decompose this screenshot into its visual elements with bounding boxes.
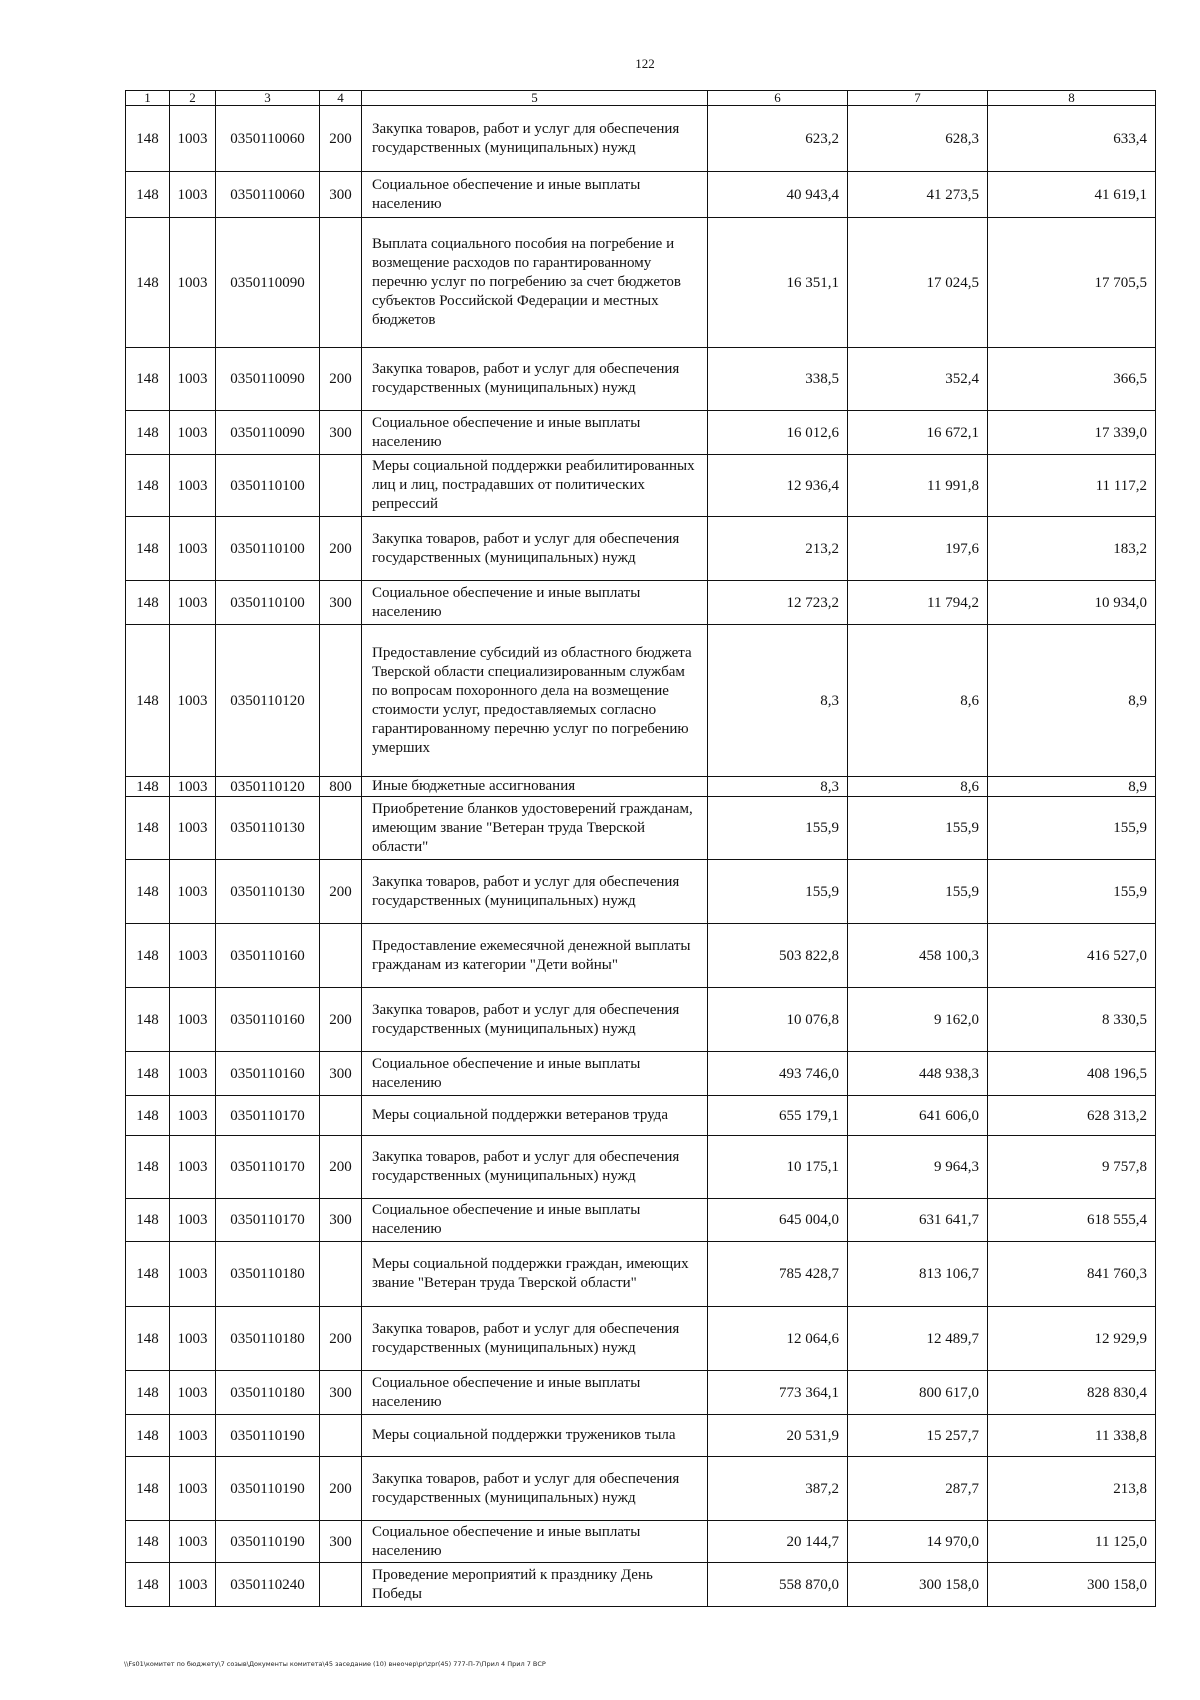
- cell-value-7: 8,6: [848, 777, 988, 797]
- cell-description: Социальное обеспечение и иные выплаты населению: [362, 1521, 708, 1563]
- cell-section-code: 1003: [170, 988, 216, 1052]
- cell-value-6: 10 175,1: [708, 1136, 848, 1199]
- cell-admin-code: 148: [126, 1242, 170, 1307]
- cell-value-6: 623,2: [708, 106, 848, 172]
- cell-section-code: 1003: [170, 1457, 216, 1521]
- cell-description: Меры социальной поддержки граждан, имеющих звание "Ветеран труда Тверской области": [362, 1242, 708, 1307]
- column-header-6: 6: [708, 91, 848, 106]
- cell-value-7: 300 158,0: [848, 1563, 988, 1607]
- cell-expense-type: [320, 218, 362, 348]
- cell-section-code: 1003: [170, 860, 216, 924]
- cell-description: Социальное обеспечение и иные выплаты населению: [362, 581, 708, 625]
- cell-expense-type: 300: [320, 1052, 362, 1096]
- cell-value-6: 387,2: [708, 1457, 848, 1521]
- cell-section-code: 1003: [170, 1096, 216, 1136]
- cell-value-6: 645 004,0: [708, 1199, 848, 1242]
- table-row: [126, 455, 1156, 517]
- table-row: [126, 1096, 1156, 1136]
- table-row: [126, 218, 1156, 348]
- cell-value-7: 458 100,3: [848, 924, 988, 988]
- table-row: [126, 924, 1156, 988]
- cell-target-code: 0350110180: [216, 1307, 320, 1371]
- cell-value-6: 16 012,6: [708, 411, 848, 455]
- cell-description: Иные бюджетные ассигнования: [362, 777, 708, 797]
- cell-value-8: 41 619,1: [988, 172, 1156, 218]
- table-row: [126, 1199, 1156, 1242]
- cell-value-7: 155,9: [848, 797, 988, 860]
- cell-section-code: 1003: [170, 777, 216, 797]
- table-row: [126, 348, 1156, 411]
- cell-admin-code: 148: [126, 988, 170, 1052]
- cell-section-code: 1003: [170, 1199, 216, 1242]
- cell-value-8: 628 313,2: [988, 1096, 1156, 1136]
- cell-expense-type: [320, 1242, 362, 1307]
- cell-description: Закупка товаров, работ и услуг для обеспечения государственных (муниципальных) нужд: [362, 1457, 708, 1521]
- cell-target-code: 0350110180: [216, 1242, 320, 1307]
- cell-value-8: 416 527,0: [988, 924, 1156, 988]
- cell-expense-type: 300: [320, 172, 362, 218]
- cell-admin-code: 148: [126, 106, 170, 172]
- cell-description: Закупка товаров, работ и услуг для обеспечения государственных (муниципальных) нужд: [362, 106, 708, 172]
- budget-table: [125, 90, 1156, 1607]
- cell-value-7: 631 641,7: [848, 1199, 988, 1242]
- cell-value-6: 8,3: [708, 777, 848, 797]
- column-header-3: 3: [216, 91, 320, 106]
- cell-target-code: 0350110090: [216, 411, 320, 455]
- cell-value-6: 12 064,6: [708, 1307, 848, 1371]
- cell-value-6: 558 870,0: [708, 1563, 848, 1607]
- table-row: [126, 172, 1156, 218]
- cell-description: Закупка товаров, работ и услуг для обеспечения государственных (муниципальных) нужд: [362, 1136, 708, 1199]
- cell-value-8: 300 158,0: [988, 1563, 1156, 1607]
- cell-value-6: 503 822,8: [708, 924, 848, 988]
- cell-target-code: 0350110190: [216, 1415, 320, 1457]
- cell-value-6: 12 723,2: [708, 581, 848, 625]
- cell-value-7: 15 257,7: [848, 1415, 988, 1457]
- cell-value-8: 9 757,8: [988, 1136, 1156, 1199]
- cell-section-code: 1003: [170, 218, 216, 348]
- cell-expense-type: 200: [320, 1307, 362, 1371]
- cell-value-6: 8,3: [708, 625, 848, 777]
- table-row: [126, 1415, 1156, 1457]
- cell-target-code: 0350110060: [216, 172, 320, 218]
- cell-admin-code: 148: [126, 218, 170, 348]
- cell-value-6: 338,5: [708, 348, 848, 411]
- cell-admin-code: 148: [126, 1307, 170, 1371]
- cell-value-6: 16 351,1: [708, 218, 848, 348]
- cell-description: Закупка товаров, работ и услуг для обеспечения государственных (муниципальных) нужд: [362, 1307, 708, 1371]
- cell-value-7: 155,9: [848, 860, 988, 924]
- page-number: 122: [635, 56, 655, 71]
- cell-target-code: 0350110160: [216, 924, 320, 988]
- cell-section-code: 1003: [170, 581, 216, 625]
- cell-value-7: 287,7: [848, 1457, 988, 1521]
- cell-admin-code: 148: [126, 172, 170, 218]
- cell-value-7: 641 606,0: [848, 1096, 988, 1136]
- cell-target-code: 0350110090: [216, 348, 320, 411]
- cell-target-code: 0350110100: [216, 517, 320, 581]
- cell-admin-code: 148: [126, 777, 170, 797]
- table-row: [126, 860, 1156, 924]
- cell-value-6: 773 364,1: [708, 1371, 848, 1415]
- cell-expense-type: 300: [320, 1199, 362, 1242]
- cell-value-7: 352,4: [848, 348, 988, 411]
- cell-value-7: 448 938,3: [848, 1052, 988, 1096]
- cell-value-7: 16 672,1: [848, 411, 988, 455]
- cell-description: Социальное обеспечение и иные выплаты населению: [362, 411, 708, 455]
- cell-section-code: 1003: [170, 1371, 216, 1415]
- cell-value-6: 655 179,1: [708, 1096, 848, 1136]
- cell-value-8: 8,9: [988, 625, 1156, 777]
- cell-description: Закупка товаров, работ и услуг для обеспечения государственных (муниципальных) нужд: [362, 860, 708, 924]
- cell-value-6: 213,2: [708, 517, 848, 581]
- cell-description: Меры социальной поддержки ветеранов труда: [362, 1096, 708, 1136]
- cell-value-6: 20 531,9: [708, 1415, 848, 1457]
- cell-expense-type: 200: [320, 1136, 362, 1199]
- cell-target-code: 0350110130: [216, 797, 320, 860]
- table-row: [126, 625, 1156, 777]
- cell-description: Социальное обеспечение и иные выплаты населению: [362, 172, 708, 218]
- cell-description: Приобретение бланков удостоверений гражданам, имеющим звание "Ветеран труда Тверской области": [362, 797, 708, 860]
- cell-target-code: 0350110160: [216, 988, 320, 1052]
- cell-expense-type: 200: [320, 988, 362, 1052]
- cell-value-7: 11 991,8: [848, 455, 988, 517]
- cell-description: Проведение мероприятий к празднику День Победы: [362, 1563, 708, 1607]
- cell-description: Предоставление ежемесячной денежной выплаты гражданам из категории "Дети войны": [362, 924, 708, 988]
- table-row: [126, 988, 1156, 1052]
- cell-admin-code: 148: [126, 1371, 170, 1415]
- cell-value-7: 628,3: [848, 106, 988, 172]
- cell-description: Закупка товаров, работ и услуг для обеспечения государственных (муниципальных) нужд: [362, 348, 708, 411]
- cell-admin-code: 148: [126, 517, 170, 581]
- table-row: [126, 1457, 1156, 1521]
- cell-expense-type: 300: [320, 1521, 362, 1563]
- cell-target-code: 0350110170: [216, 1136, 320, 1199]
- cell-description: Меры социальной поддержки тружеников тыла: [362, 1415, 708, 1457]
- cell-admin-code: 148: [126, 1096, 170, 1136]
- table-row: [126, 1563, 1156, 1607]
- cell-section-code: 1003: [170, 1136, 216, 1199]
- table-header-row: [126, 91, 1156, 106]
- cell-admin-code: 148: [126, 1415, 170, 1457]
- cell-value-7: 17 024,5: [848, 218, 988, 348]
- cell-value-8: 17 705,5: [988, 218, 1156, 348]
- cell-expense-type: [320, 924, 362, 988]
- cell-value-6: 10 076,8: [708, 988, 848, 1052]
- cell-target-code: 0350110060: [216, 106, 320, 172]
- cell-description: Социальное обеспечение и иные выплаты населению: [362, 1199, 708, 1242]
- table-row: [126, 106, 1156, 172]
- cell-target-code: 0350110160: [216, 1052, 320, 1096]
- cell-value-7: 197,6: [848, 517, 988, 581]
- column-header-7: 7: [848, 91, 988, 106]
- cell-target-code: 0350110190: [216, 1457, 320, 1521]
- cell-target-code: 0350110130: [216, 860, 320, 924]
- cell-value-8: 11 117,2: [988, 455, 1156, 517]
- column-header-4: 4: [320, 91, 362, 106]
- cell-value-8: 10 934,0: [988, 581, 1156, 625]
- cell-section-code: 1003: [170, 348, 216, 411]
- cell-expense-type: 200: [320, 348, 362, 411]
- table-row: [126, 1052, 1156, 1096]
- cell-target-code: 0350110120: [216, 625, 320, 777]
- cell-section-code: 1003: [170, 1521, 216, 1563]
- cell-section-code: 1003: [170, 924, 216, 988]
- cell-value-7: 11 794,2: [848, 581, 988, 625]
- table-row: [126, 517, 1156, 581]
- cell-section-code: 1003: [170, 625, 216, 777]
- cell-target-code: 0350110120: [216, 777, 320, 797]
- cell-section-code: 1003: [170, 455, 216, 517]
- cell-value-7: 9 964,3: [848, 1136, 988, 1199]
- cell-admin-code: 148: [126, 625, 170, 777]
- cell-description: Закупка товаров, работ и услуг для обеспечения государственных (муниципальных) нужд: [362, 988, 708, 1052]
- cell-admin-code: 148: [126, 1457, 170, 1521]
- cell-description: Предоставление субсидий из областного бюджета Тверской области специализированным службам по вопросам похоронного дела на возмещение стоимости услуг, предоставляемых согласно гарантированному перечню услуг по погребению умерших: [362, 625, 708, 777]
- cell-value-8: 155,9: [988, 797, 1156, 860]
- cell-section-code: 1003: [170, 1307, 216, 1371]
- cell-expense-type: 200: [320, 1457, 362, 1521]
- cell-value-8: 8,9: [988, 777, 1156, 797]
- table-row: [126, 777, 1156, 797]
- cell-target-code: 0350110240: [216, 1563, 320, 1607]
- cell-expense-type: 200: [320, 860, 362, 924]
- cell-value-6: 40 943,4: [708, 172, 848, 218]
- cell-value-8: 183,2: [988, 517, 1156, 581]
- cell-value-8: 366,5: [988, 348, 1156, 411]
- cell-section-code: 1003: [170, 106, 216, 172]
- cell-admin-code: 148: [126, 411, 170, 455]
- cell-expense-type: [320, 1415, 362, 1457]
- cell-value-8: 828 830,4: [988, 1371, 1156, 1415]
- cell-admin-code: 148: [126, 860, 170, 924]
- cell-description: Социальное обеспечение и иные выплаты населению: [362, 1052, 708, 1096]
- cell-expense-type: 300: [320, 1371, 362, 1415]
- cell-section-code: 1003: [170, 1415, 216, 1457]
- cell-value-8: 618 555,4: [988, 1199, 1156, 1242]
- table-row: [126, 797, 1156, 860]
- column-header-8: 8: [988, 91, 1156, 106]
- table-row: [126, 1136, 1156, 1199]
- cell-value-7: 14 970,0: [848, 1521, 988, 1563]
- cell-section-code: 1003: [170, 1052, 216, 1096]
- cell-description: Выплата социального пособия на погребение и возмещение расходов по гарантированному перечню услуг по погребению за счет бюджетов субъектов Российской Федерации и местных бюджетов: [362, 218, 708, 348]
- cell-value-8: 17 339,0: [988, 411, 1156, 455]
- cell-description: Социальное обеспечение и иные выплаты населению: [362, 1371, 708, 1415]
- cell-admin-code: 148: [126, 1136, 170, 1199]
- cell-expense-type: 200: [320, 517, 362, 581]
- cell-expense-type: [320, 1096, 362, 1136]
- cell-value-8: 841 760,3: [988, 1242, 1156, 1307]
- cell-section-code: 1003: [170, 172, 216, 218]
- cell-value-8: 11 338,8: [988, 1415, 1156, 1457]
- cell-admin-code: 148: [126, 924, 170, 988]
- cell-value-8: 213,8: [988, 1457, 1156, 1521]
- cell-target-code: 0350110180: [216, 1371, 320, 1415]
- cell-admin-code: 148: [126, 455, 170, 517]
- cell-expense-type: 300: [320, 581, 362, 625]
- table-row: [126, 1521, 1156, 1563]
- cell-value-7: 800 617,0: [848, 1371, 988, 1415]
- cell-section-code: 1003: [170, 411, 216, 455]
- cell-section-code: 1003: [170, 1563, 216, 1607]
- cell-admin-code: 148: [126, 1563, 170, 1607]
- cell-target-code: 0350110090: [216, 218, 320, 348]
- column-header-5: 5: [362, 91, 708, 106]
- cell-value-8: 408 196,5: [988, 1052, 1156, 1096]
- cell-value-6: 493 746,0: [708, 1052, 848, 1096]
- cell-target-code: 0350110100: [216, 455, 320, 517]
- cell-expense-type: [320, 1563, 362, 1607]
- cell-description: Закупка товаров, работ и услуг для обеспечения государственных (муниципальных) нужд: [362, 517, 708, 581]
- cell-admin-code: 148: [126, 1521, 170, 1563]
- cell-value-7: 12 489,7: [848, 1307, 988, 1371]
- cell-expense-type: [320, 625, 362, 777]
- cell-value-6: 20 144,7: [708, 1521, 848, 1563]
- cell-value-6: 785 428,7: [708, 1242, 848, 1307]
- cell-expense-type: 200: [320, 106, 362, 172]
- cell-value-8: 155,9: [988, 860, 1156, 924]
- cell-target-code: 0350110190: [216, 1521, 320, 1563]
- cell-target-code: 0350110170: [216, 1096, 320, 1136]
- table-row: [126, 1371, 1156, 1415]
- cell-target-code: 0350110170: [216, 1199, 320, 1242]
- table-row: [126, 581, 1156, 625]
- cell-value-7: 9 162,0: [848, 988, 988, 1052]
- column-header-1: 1: [126, 91, 170, 106]
- cell-value-8: 12 929,9: [988, 1307, 1156, 1371]
- table-row: [126, 1307, 1156, 1371]
- cell-expense-type: 800: [320, 777, 362, 797]
- cell-section-code: 1003: [170, 797, 216, 860]
- cell-section-code: 1003: [170, 1242, 216, 1307]
- cell-admin-code: 148: [126, 348, 170, 411]
- cell-admin-code: 148: [126, 581, 170, 625]
- cell-value-6: 12 936,4: [708, 455, 848, 517]
- column-header-2: 2: [170, 91, 216, 106]
- cell-value-7: 41 273,5: [848, 172, 988, 218]
- cell-description: Меры социальной поддержки реабилитированных лиц и лиц, пострадавших от политических репрессий: [362, 455, 708, 517]
- cell-value-8: 11 125,0: [988, 1521, 1156, 1563]
- cell-admin-code: 148: [126, 1052, 170, 1096]
- footer-file-path: \\Fs01\комитет по бюджету\7 созыв\Документы комитета\45 заседание (10) внеочер\pr\zpr(45) 777-П-7\Прил 4 Прил 7 ВСР: [124, 1660, 546, 1668]
- table-row: [126, 411, 1156, 455]
- cell-value-8: 633,4: [988, 106, 1156, 172]
- cell-expense-type: 300: [320, 411, 362, 455]
- cell-expense-type: [320, 455, 362, 517]
- cell-value-8: 8 330,5: [988, 988, 1156, 1052]
- cell-admin-code: 148: [126, 1199, 170, 1242]
- cell-value-7: 813 106,7: [848, 1242, 988, 1307]
- cell-value-7: 8,6: [848, 625, 988, 777]
- cell-value-6: 155,9: [708, 797, 848, 860]
- cell-section-code: 1003: [170, 517, 216, 581]
- cell-value-6: 155,9: [708, 860, 848, 924]
- cell-expense-type: [320, 797, 362, 860]
- cell-target-code: 0350110100: [216, 581, 320, 625]
- table-row: [126, 1242, 1156, 1307]
- cell-admin-code: 148: [126, 797, 170, 860]
